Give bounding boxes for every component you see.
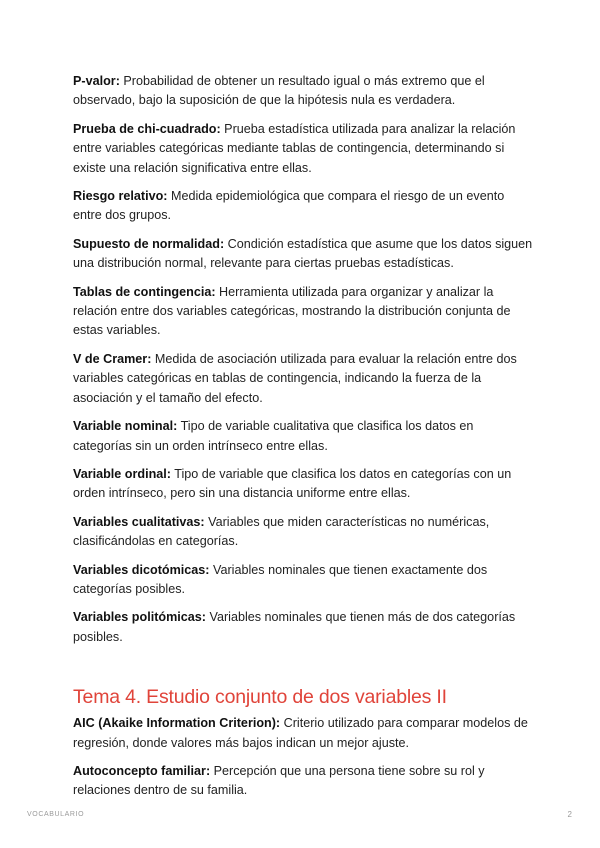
glossary-entry-variable-ordinal bbox=[73, 465, 533, 504]
glossary-definition: Medida epidemiológica que compara el riesgo de un evento entre dos grupos. bbox=[73, 189, 505, 223]
glossary-definition: Prueba estadística utilizada para analizar la relación entre variables categóricas mediante tablas de contingencia, determinando si existe una relación significativa entre ellas. bbox=[73, 121, 516, 175]
glossary-entry-autoconcepto-familiar bbox=[73, 762, 533, 801]
glossary-definition: Medida de asociación utilizada para evaluar la relación entre dos variables categóricas en tablas de contingencia, indicando la fuerza de la asociación y el tamaño del efecto. bbox=[73, 351, 517, 405]
glossary-entry-variables-dicotomicas bbox=[73, 561, 533, 600]
glossary-entry-p-valor bbox=[73, 72, 533, 111]
glossary-term: P-valor: bbox=[73, 74, 120, 88]
page-number: 2 bbox=[567, 810, 572, 819]
glossary-entry-variables-politomicas bbox=[73, 608, 533, 647]
glossary-term: Supuesto de normalidad: bbox=[73, 236, 225, 251]
glossary-entry-v-cramer bbox=[73, 350, 533, 408]
glossary-definition: Probabilidad de obtener un resultado igual o más extremo que el observado, bajo la suposición de que la hipótesis nula es verdadera. bbox=[73, 74, 485, 108]
glossary-entry-variable-nominal bbox=[73, 417, 533, 456]
glossary-entry-riesgo-relativo bbox=[73, 187, 533, 226]
glossary-term: Riesgo relativo: bbox=[73, 189, 168, 204]
glossary-definition: Percepción que una persona tiene sobre su rol y relaciones dentro de su familia. bbox=[73, 763, 485, 798]
glossary-content bbox=[73, 72, 533, 810]
glossary-definition: Variables nominales que tienen exactamente dos categorías posibles. bbox=[73, 562, 488, 596]
glossary-term: Variables dicotómicas: bbox=[73, 562, 210, 577]
glossary-definition: Herramienta utilizada para organizar y analizar la relación entre dos variables categóricas, mostrando la distribución conjunta de estas variables. bbox=[73, 284, 511, 338]
glossary-definition: Variables nominales que tienen más de dos categorías posibles. bbox=[73, 610, 516, 644]
glossary-term: Prueba de chi-cuadrado: bbox=[73, 121, 221, 136]
glossary-term: Variable ordinal: bbox=[73, 466, 171, 481]
section-title: Tema 4. Estudio conjunto de dos variables II bbox=[73, 686, 447, 709]
footer-section-label: VOCABULARIO bbox=[27, 811, 85, 818]
glossary-definition: Criterio utilizado para comparar modelos de regresión, donde valores más bajos indican un mejor ajuste. bbox=[73, 716, 528, 750]
glossary-definition: Variables que miden características no numéricas, clasificándolas en categorías. bbox=[73, 514, 490, 549]
glossary-term: Variables politómicas: bbox=[73, 610, 206, 625]
glossary-term: Variable nominal: bbox=[73, 419, 178, 434]
glossary-entry-tablas-contingencia bbox=[73, 283, 533, 341]
glossary-entry-chi-cuadrado bbox=[73, 120, 533, 178]
glossary-entry-variables-cualitativas bbox=[73, 513, 533, 552]
glossary-term: AIC (Akaike Information Criterion): bbox=[73, 716, 281, 731]
glossary-term: Autoconcepto familiar: bbox=[73, 763, 211, 778]
glossary-term: V de Cramer: bbox=[73, 351, 152, 366]
glossary-definition: Condición estadística que asume que los datos siguen una distribución normal, relevante para ciertas pruebas estadísticas. bbox=[73, 236, 533, 271]
glossary-entry-aic bbox=[73, 714, 533, 753]
glossary-definition: Tipo de variable cualitativa que clasifica los datos en categorías sin un orden intrínseco entre ellas. bbox=[73, 419, 474, 453]
glossary-term: Tablas de contingencia: bbox=[73, 284, 216, 299]
glossary-term: Variables cualitativas: bbox=[73, 514, 205, 529]
glossary-entry-supuesto-normalidad bbox=[73, 235, 533, 274]
glossary-definition: Tipo de variable que clasifica los datos en categorías con un orden intrínseco, pero sin una distancia uniforme entre ellas. bbox=[73, 466, 512, 501]
